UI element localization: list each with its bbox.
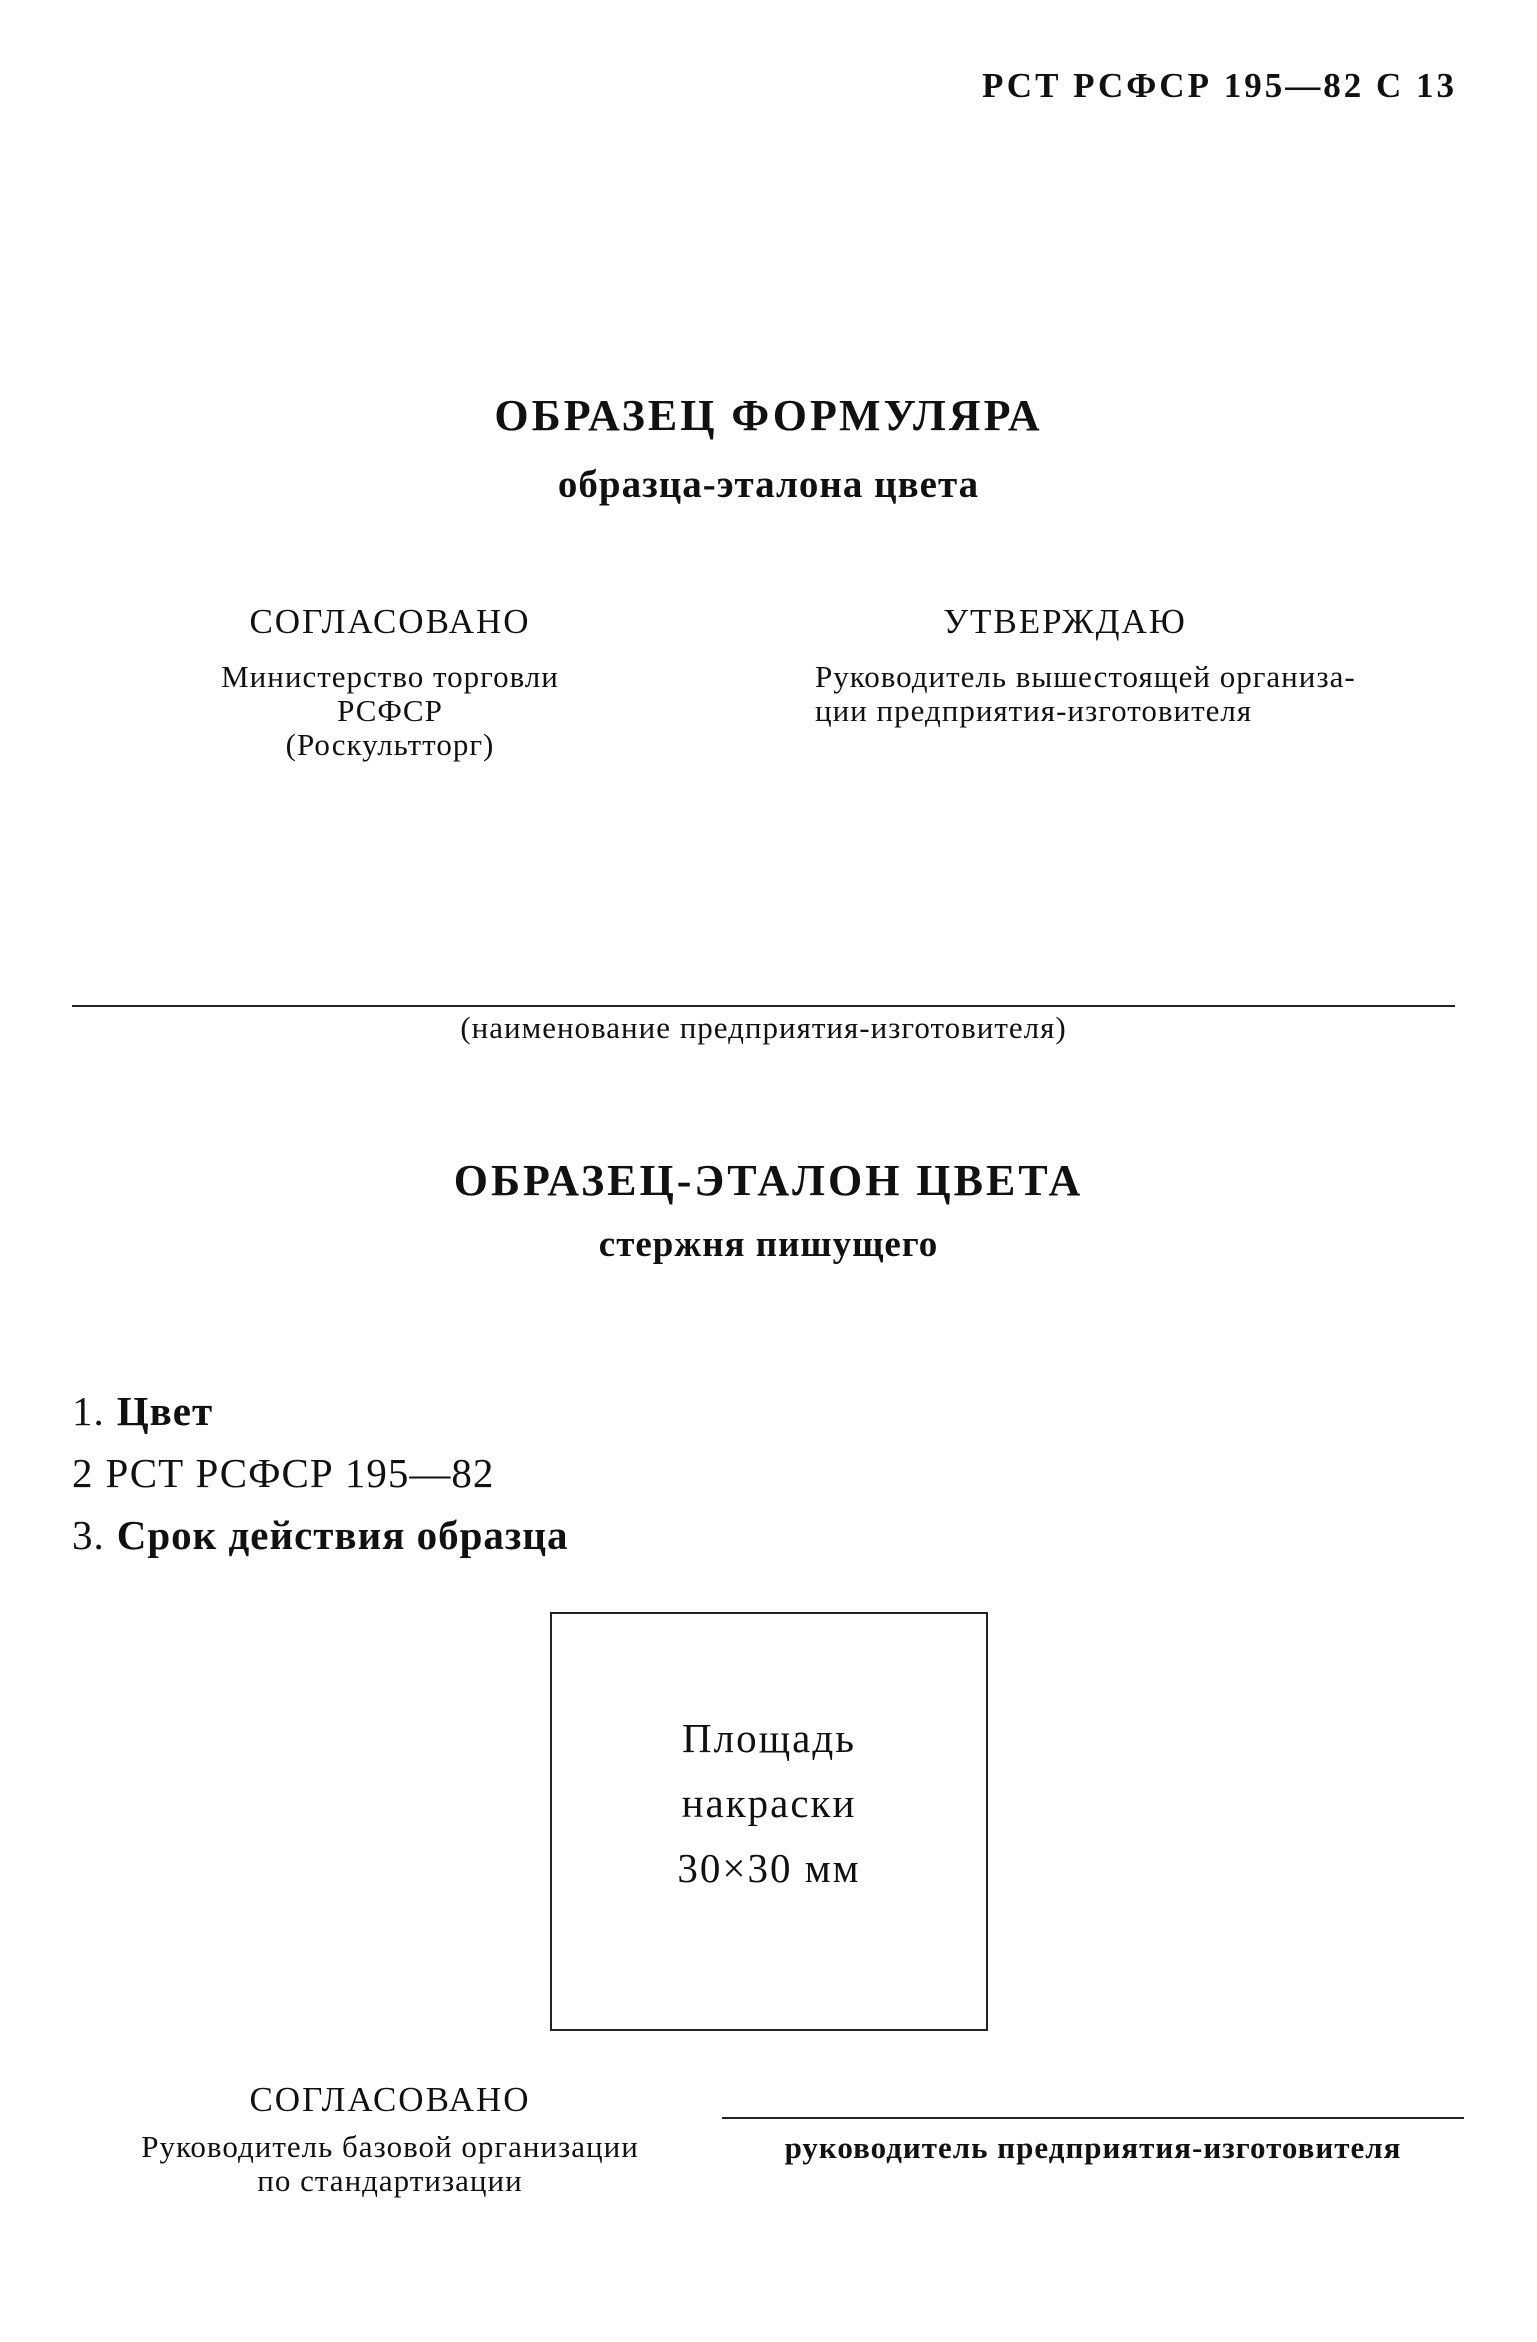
- properties-list: [72, 1380, 569, 1566]
- form-subtitle: образца-эталона цвета: [557, 463, 980, 506]
- enterprise-name-line: [72, 1005, 1455, 1007]
- signature-line: [722, 2117, 1464, 2119]
- agreed-block: [150, 602, 630, 762]
- list-item-number: 3.: [72, 1512, 105, 1558]
- list-item-number: 2: [72, 1450, 94, 1496]
- bottom-agreed-block: [60, 2080, 720, 2198]
- approved-line: ции предприятия-изготовителя: [815, 693, 1253, 728]
- list-item-label: РСТ РСФСР 195—82: [105, 1450, 495, 1496]
- list-item: [72, 1504, 569, 1566]
- agreed-line: Министерство торговли: [221, 659, 559, 694]
- sample-area-label: Площадь: [682, 1715, 856, 1761]
- approved-line: Руководитель вышестоящей организа-: [815, 659, 1356, 694]
- enterprise-name-caption: (наименование предприятия-изготовителя): [460, 1010, 1067, 1045]
- list-item-label: Срок действия образца: [116, 1512, 569, 1558]
- bottom-agreed-line: Руководитель базовой организации: [141, 2129, 639, 2164]
- agreed-line: РСФСР: [337, 693, 443, 728]
- list-item-number: 1.: [72, 1388, 105, 1434]
- agreed-line: (Роскультторг): [285, 727, 495, 762]
- list-item-label: Цвет: [116, 1388, 214, 1434]
- sample-area-label: накраски: [681, 1780, 857, 1826]
- approved-block: [815, 602, 1465, 728]
- list-item: [72, 1380, 569, 1442]
- color-sample-area: [550, 1612, 988, 2031]
- agreed-heading: СОГЛАСОВАНО: [249, 602, 531, 641]
- bottom-agreed-heading: СОГЛАСОВАНО: [249, 2080, 531, 2119]
- signature-caption: руководитель предприятия-изготовителя: [784, 2130, 1402, 2165]
- sample-area-size: 30×30 мм: [677, 1845, 861, 1891]
- etalon-title: ОБРАЗЕЦ-ЭТАЛОН ЦВЕТА: [453, 1156, 1084, 1205]
- page-header-standard: РСТ РСФСР 195—82 С 13: [981, 66, 1457, 105]
- form-title: ОБРАЗЕЦ ФОРМУЛЯРА: [494, 391, 1043, 440]
- bottom-agreed-line: по стандартизации: [257, 2163, 523, 2198]
- approved-heading: УТВЕРЖДАЮ: [943, 602, 1187, 641]
- list-item: [72, 1442, 569, 1504]
- etalon-subtitle: стержня пишущего: [598, 1224, 939, 1265]
